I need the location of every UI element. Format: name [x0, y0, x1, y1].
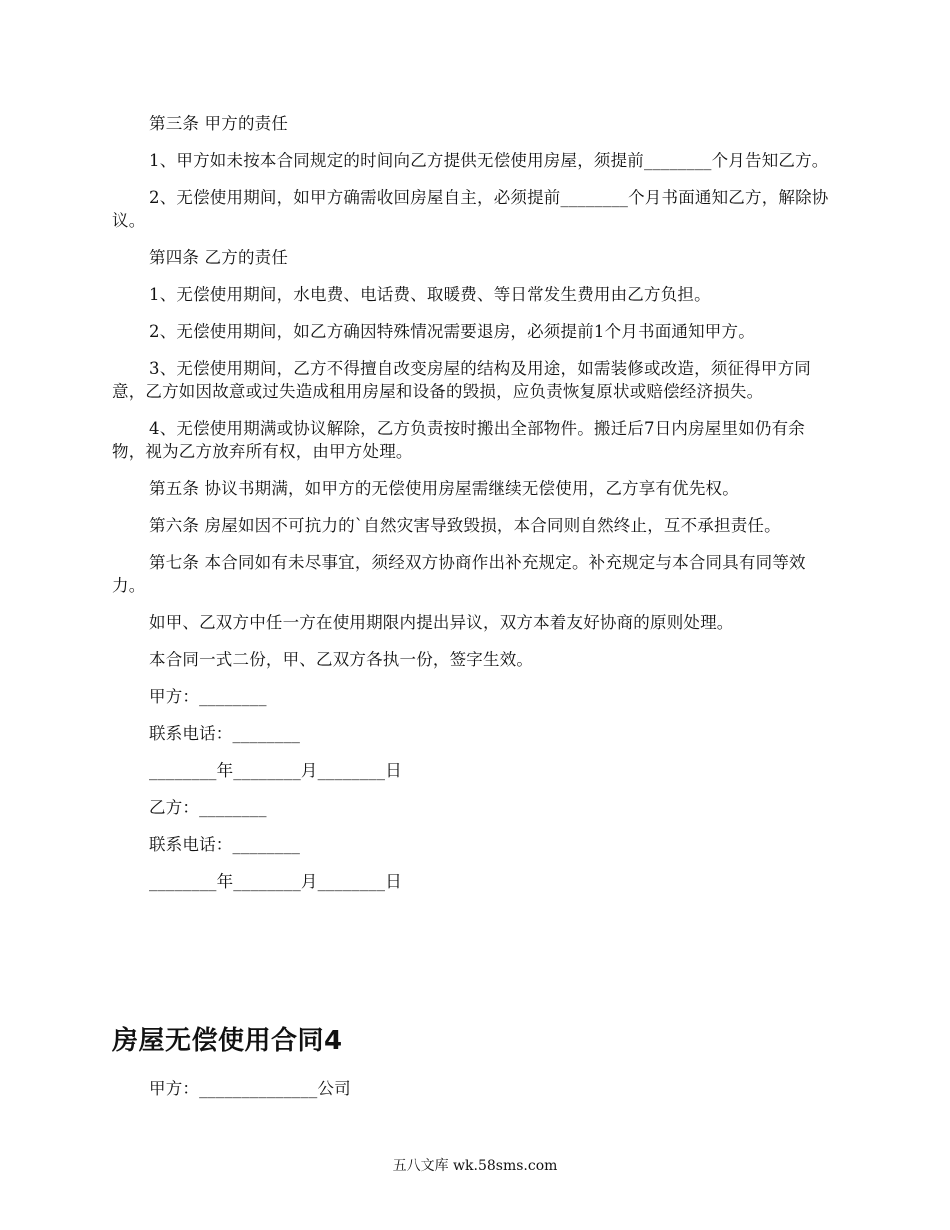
party-a-phone-line: 联系电话：________: [149, 724, 301, 743]
article-4-clause-1: 1、无偿使用期间，水电费、电话费、取暖费、等日常发生费用由乙方负担。: [149, 285, 711, 304]
article-4-clause-2: 2、无偿使用期间，如乙方确因特殊情况需要退房，必须提前1个月书面通知甲方。: [149, 322, 755, 341]
article-7: 第七条 本合同如有未尽事宜，须经双方协商作出补充规定。补充规定与本合同具有同等效力。: [112, 553, 806, 595]
party-a-date-line: ________年________月________日: [149, 761, 402, 780]
dispute-clause: 如甲、乙双方中任一方在使用期限内提出异议，双方本着友好协商的原则处理。: [149, 613, 734, 632]
contract-heading: 房屋无偿使用合同4: [112, 1026, 343, 1056]
article-4-clause-3: 3、无偿使用期间，乙方不得擅自改变房屋的结构及用途，如需装修或改造，须征得甲方同意，乙方如因故意或过失造成租用房屋和设备的毁损，应负责恢复原状或赔偿经济损失。: [112, 359, 811, 401]
party-b-signature-line: 乙方：________: [149, 798, 267, 817]
party-b-date-line: ________年________月________日: [149, 872, 402, 891]
page-footer: 五八文库 wk.58sms.com: [392, 1158, 558, 1174]
article-6: 第六条 房屋如因不可抗力的`自然灾害导致毁损，本合同则自然终止，互不承担责任。: [149, 516, 781, 535]
article-5: 第五条 协议书期满，如甲方的无偿使用房屋需继续无偿使用，乙方享有优先权。: [149, 479, 739, 498]
party-a-company-line: 甲方：______________公司: [149, 1079, 351, 1098]
article-4-clause-4: 4、无偿使用期满或协议解除，乙方负责按时搬出全部物件。搬迁后7日内房屋里如仍有余物，视为乙方放弃所有权，由甲方处理。: [112, 419, 805, 461]
party-b-phone-line: 联系电话：________: [149, 835, 301, 854]
article-3-title: 第三条 甲方的责任: [149, 114, 289, 133]
article-4-title: 第四条 乙方的责任: [149, 248, 289, 267]
article-3-clause-1: 1、甲方如未按本合同规定的时间向乙方提供无偿使用房屋，须提前________个月告知乙方。: [149, 151, 829, 170]
party-a-signature-line: 甲方：________: [149, 687, 267, 706]
new-contract-body: [112, 1077, 832, 1114]
document-body: [112, 112, 832, 907]
copies-clause: 本合同一式二份，甲、乙双方各执一份，签字生效。: [149, 650, 534, 669]
article-3-clause-2: 2、无偿使用期间，如甲方确需收回房屋自主，必须提前________个月书面通知乙方，解除协议。: [112, 188, 829, 230]
